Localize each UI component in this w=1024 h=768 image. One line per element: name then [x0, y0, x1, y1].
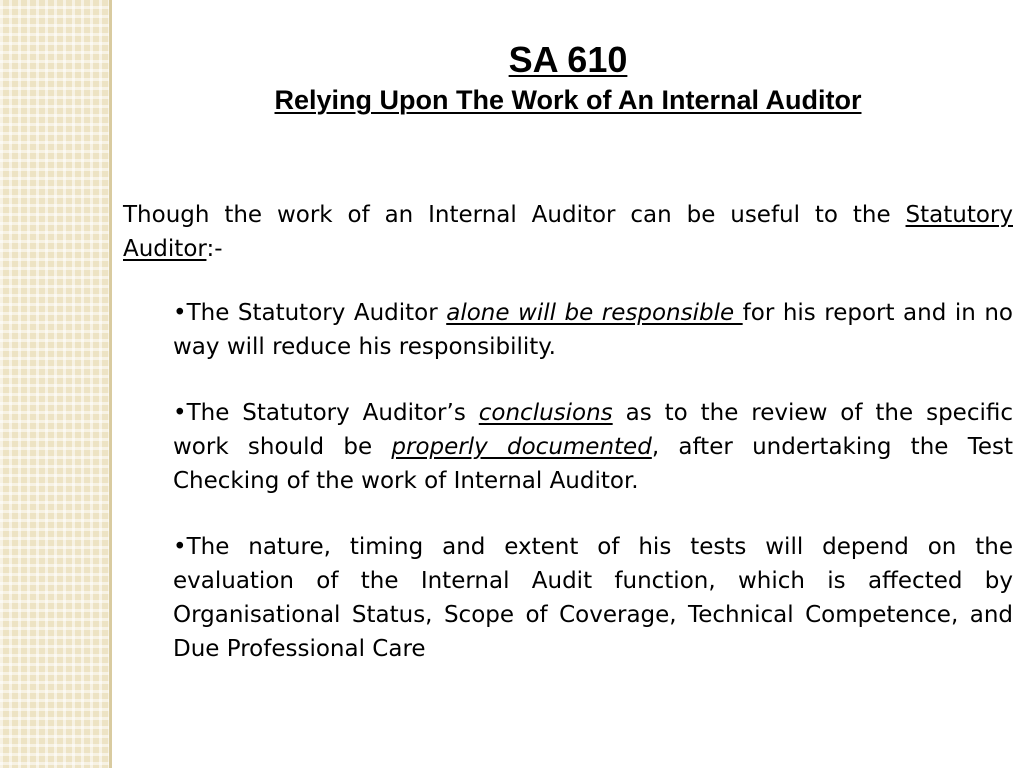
- slide-subtitle: Relying Upon The Work of An Internal Auditor: [274, 85, 862, 115]
- decorative-side-strip: [0, 0, 112, 768]
- bullet-item: [173, 396, 1013, 498]
- intro-text: Though the work of an Internal Auditor can be useful to the: [123, 202, 906, 228]
- slide-title: SA 610: [508, 39, 628, 80]
- bullet-text: , after undertaking the Test Checking of the work of Internal Auditor.: [173, 434, 1013, 494]
- bullet-emphasis: conclusions: [478, 400, 613, 426]
- intro-paragraph: [123, 198, 1013, 266]
- bullet-text: for his report and in no way will reduce his responsibility.: [173, 300, 1013, 360]
- intro-underlined-term: Statutory Auditor: [123, 202, 1013, 262]
- bullet-text: •The Statutory Auditor: [173, 300, 447, 326]
- bullet-list: [173, 296, 1013, 666]
- bullet-emphasis: alone will be responsible: [446, 300, 743, 326]
- bullet-item: [173, 530, 1013, 666]
- intro-suffix: :-: [206, 236, 223, 262]
- title-block: [112, 38, 1024, 118]
- bullet-item: [173, 296, 1013, 364]
- bullet-text: •The Statutory Auditor’s: [173, 400, 479, 426]
- slide-content: [123, 198, 1013, 698]
- bullet-text: •The nature, timing and extent of his tests will depend on the evaluation of the Internal Audit function, which is affected by Organisational Status, Scope of Coverage, Technical Competence, and Due Professional Care: [173, 534, 1013, 662]
- bullet-text: as to the review of the specific work should be: [173, 400, 1013, 460]
- bullet-emphasis: properly documented: [391, 434, 652, 460]
